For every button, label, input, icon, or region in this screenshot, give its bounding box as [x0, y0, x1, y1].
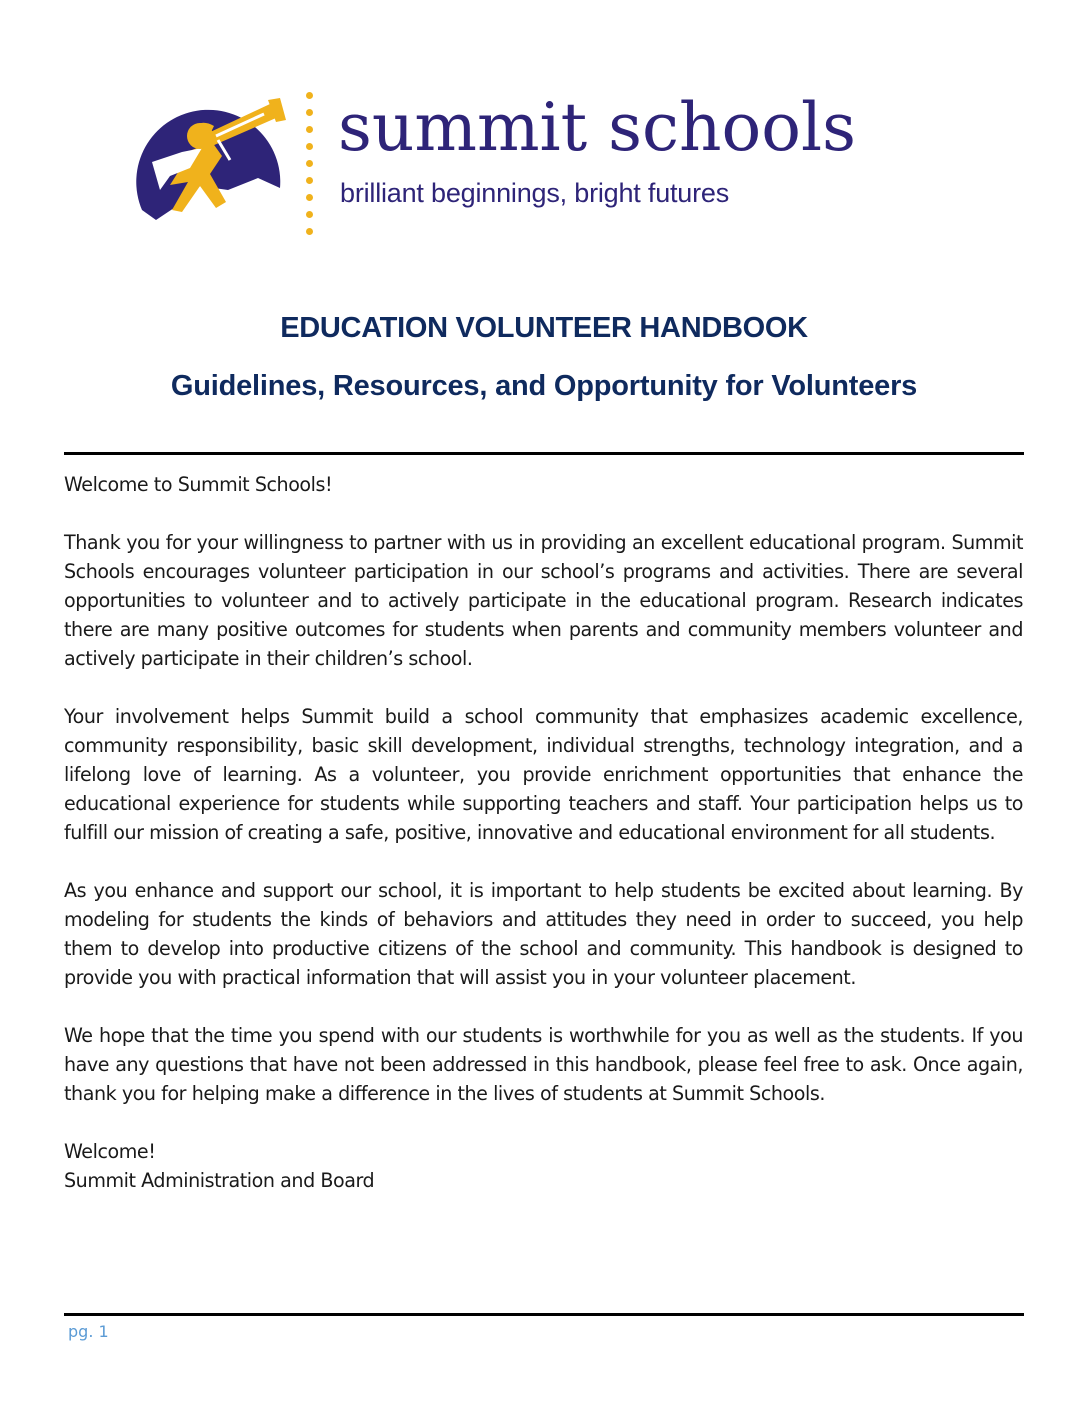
divider-dot [306, 160, 313, 167]
brand-name: summit schools [338, 89, 856, 166]
signature: Summit Administration and Board [64, 1169, 375, 1192]
closing: Welcome! [64, 1140, 156, 1163]
summit-schools-logo [130, 90, 990, 240]
document-title: EDUCATION VOLUNTEER HANDBOOK [280, 312, 808, 344]
footer-divider [64, 1313, 1024, 1316]
paragraph: Thank you for your willingness to partner with us in providing an excellent educational program. Summit Schools encourages volunteer participation in our school’s programs and activities. There are several opportunities to volunteer and to actively participate in the educational program. Research indicates there are many positive outcomes for students when parents and community members volunteer and actively participate in their children’s school. [64, 531, 1023, 670]
document-subtitle: Guidelines, Resources, and Opportunity for Volunteers [170, 370, 918, 402]
brand-tagline: brilliant beginnings, bright futures [340, 178, 730, 208]
telescope-child-icon [130, 90, 290, 230]
sign-off [64, 1137, 1023, 1195]
page-number: pg. 1 [68, 1322, 109, 1341]
greeting: Welcome to Summit Schools! [64, 473, 333, 496]
divider-dot [306, 228, 313, 235]
divider-dot [306, 194, 313, 201]
letter-body [64, 470, 1023, 1195]
header-divider [64, 452, 1024, 455]
divider-dot [306, 211, 313, 218]
paragraph: As you enhance and support our school, it is important to help students be excited about learning. By modeling for students the kinds of behaviors and attitudes they need in order to succeed, you help them to develop into productive citizens of the school and community. This handbook is designed to provide you with practical information that will assist you in your volunteer placement. [64, 879, 1023, 989]
divider-dot [306, 177, 313, 184]
divider-dot [306, 143, 313, 150]
paragraph: Your involvement helps Summit build a school community that emphasizes academic excellence, community responsibility, basic skill development, individual strengths, technology integration, and a lifelong love of learning. As a volunteer, you provide enrichment opportunities that enhance the educational experience for students while supporting teachers and staff. Your participation helps us to fulfill our mission of creating a safe, positive, innovative and educational environment for all students. [64, 705, 1023, 844]
divider-dot [306, 126, 313, 133]
dotted-divider [306, 90, 316, 240]
paragraph: We hope that the time you spend with our students is worthwhile for you as well as the students. If you have any questions that have not been addressed in this handbook, please feel free to ask. Once again, thank you for helping make a difference in the lives of students at Summit Schools. [64, 1024, 1023, 1105]
divider-dot [306, 109, 313, 116]
divider-dot [306, 92, 313, 99]
